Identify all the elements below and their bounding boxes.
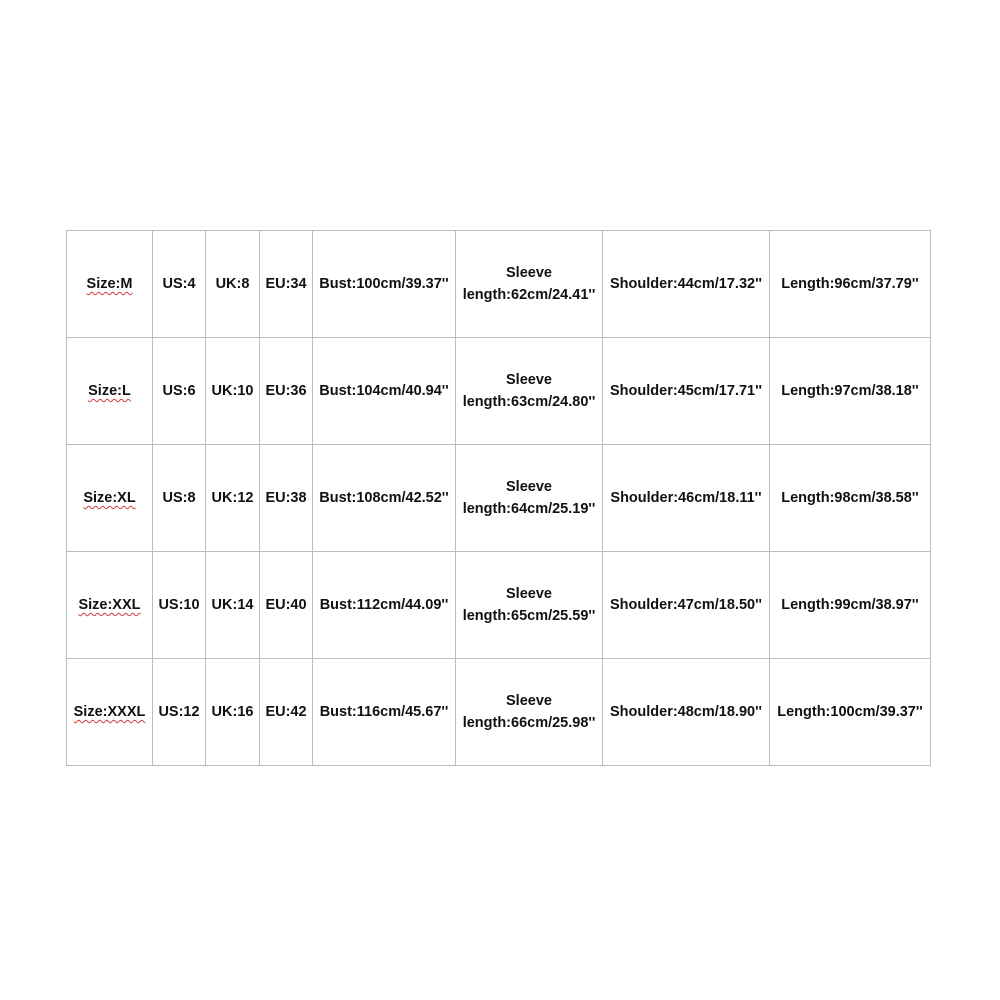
length-cell: Length:96cm/37.79'' xyxy=(770,231,931,338)
sleeve-label-line2: length:62cm/24.41'' xyxy=(462,287,596,303)
length-cell: Length:97cm/38.18'' xyxy=(770,338,931,445)
sleeve-label-line1: Sleeve xyxy=(506,372,552,388)
shoulder-cell: Shoulder:48cm/18.90'' xyxy=(603,659,770,766)
sleeve-length-cell xyxy=(456,338,603,445)
size-label: Size:M xyxy=(86,276,133,292)
bust-cell: Bust:100cm/39.37'' xyxy=(313,231,456,338)
sleeve-length-cell xyxy=(456,552,603,659)
size-cell xyxy=(67,445,153,552)
sleeve-label-line1: Sleeve xyxy=(506,586,552,602)
length-cell: Length:98cm/38.58'' xyxy=(770,445,931,552)
size-cell xyxy=(67,552,153,659)
table-row xyxy=(67,659,931,766)
size-label: Size:XL xyxy=(83,490,136,506)
uk-size-cell: UK:14 xyxy=(206,552,260,659)
eu-size-cell: EU:34 xyxy=(260,231,313,338)
bust-cell: Bust:104cm/40.94'' xyxy=(313,338,456,445)
sleeve-label-line2: length:65cm/25.59'' xyxy=(462,608,596,624)
shoulder-cell: Shoulder:46cm/18.11'' xyxy=(603,445,770,552)
us-size-cell: US:10 xyxy=(153,552,206,659)
table-row xyxy=(67,552,931,659)
uk-size-cell: UK:10 xyxy=(206,338,260,445)
eu-size-cell: EU:42 xyxy=(260,659,313,766)
table-row xyxy=(67,338,931,445)
table-row xyxy=(67,231,931,338)
size-cell xyxy=(67,659,153,766)
bust-cell: Bust:112cm/44.09'' xyxy=(313,552,456,659)
size-cell xyxy=(67,338,153,445)
size-label: Size:XXXL xyxy=(73,704,146,720)
sleeve-label-line2: length:66cm/25.98'' xyxy=(462,715,596,731)
sleeve-label-line2: length:63cm/24.80'' xyxy=(462,394,596,410)
bust-cell: Bust:108cm/42.52'' xyxy=(313,445,456,552)
sleeve-label-line1: Sleeve xyxy=(506,265,552,281)
bust-cell: Bust:116cm/45.67'' xyxy=(313,659,456,766)
eu-size-cell: EU:38 xyxy=(260,445,313,552)
size-chart-table xyxy=(66,230,931,766)
uk-size-cell: UK:12 xyxy=(206,445,260,552)
size-label: Size:XXL xyxy=(78,597,141,613)
uk-size-cell: UK:8 xyxy=(206,231,260,338)
sleeve-length-cell xyxy=(456,659,603,766)
size-label: Size:L xyxy=(88,383,131,399)
table-row xyxy=(67,445,931,552)
shoulder-cell: Shoulder:47cm/18.50'' xyxy=(603,552,770,659)
sleeve-label-line2: length:64cm/25.19'' xyxy=(462,501,596,517)
size-cell xyxy=(67,231,153,338)
us-size-cell: US:4 xyxy=(153,231,206,338)
shoulder-cell: Shoulder:45cm/17.71'' xyxy=(603,338,770,445)
us-size-cell: US:8 xyxy=(153,445,206,552)
us-size-cell: US:6 xyxy=(153,338,206,445)
sleeve-label-line1: Sleeve xyxy=(506,479,552,495)
eu-size-cell: EU:40 xyxy=(260,552,313,659)
length-cell: Length:99cm/38.97'' xyxy=(770,552,931,659)
shoulder-cell: Shoulder:44cm/17.32'' xyxy=(603,231,770,338)
sleeve-length-cell xyxy=(456,445,603,552)
sleeve-length-cell xyxy=(456,231,603,338)
length-cell: Length:100cm/39.37'' xyxy=(770,659,931,766)
eu-size-cell: EU:36 xyxy=(260,338,313,445)
us-size-cell: US:12 xyxy=(153,659,206,766)
sleeve-label-line1: Sleeve xyxy=(506,693,552,709)
uk-size-cell: UK:16 xyxy=(206,659,260,766)
